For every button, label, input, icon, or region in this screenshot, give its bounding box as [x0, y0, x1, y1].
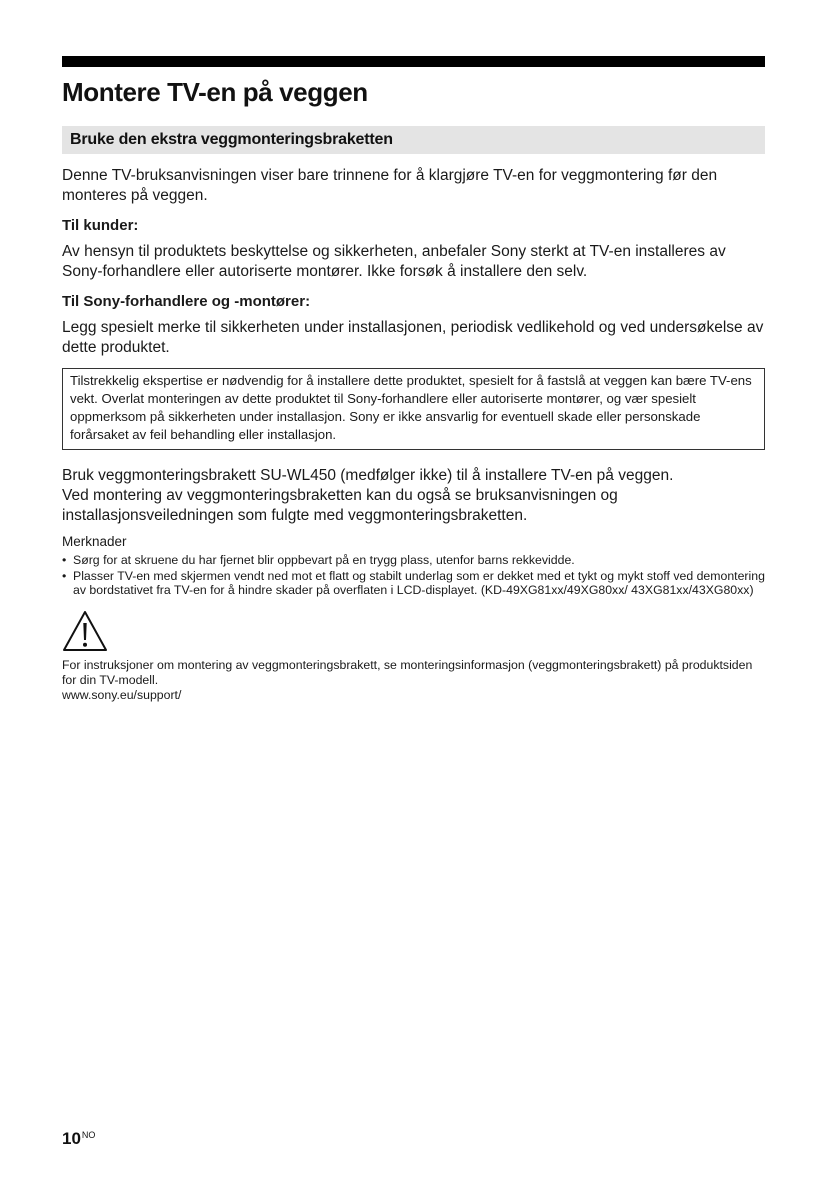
intro-paragraph: Denne TV-bruksanvisningen viser bare trinnene for å klargjøre TV-en for veggmontering før den monteres på veggen. [62, 167, 718, 204]
page-number [62, 1129, 95, 1149]
mounting-section [62, 466, 765, 526]
customers-heading: Til kunder: [62, 217, 139, 234]
dealers-heading: Til Sony-forhandlere og -montører: [62, 293, 311, 310]
note-text: Sørg for at skruene du har fjernet blir oppbevart på en trygg plass, utenfor barns rekkevidde. [73, 553, 575, 567]
section-heading: Bruke den ekstra veggmonteringsbraketten [62, 126, 765, 154]
bullet: • [62, 568, 67, 583]
notes-list [62, 553, 765, 598]
note-item [62, 553, 765, 568]
warning-triangle-icon [62, 610, 108, 652]
dealers-paragraph: Legg spesielt merke til sikkerheten under installasjonen, periodisk vedlikehold og ved undersøkelse av dette produktet. [62, 319, 764, 356]
page-number-suffix: NO [81, 1130, 96, 1140]
note-item [62, 569, 765, 598]
support-link[interactable]: www.sony.eu/support/ [62, 687, 182, 702]
safety-notice-box: Tilstrekkelig ekspertise er nødvendig for å installere dette produktet, spesielt for å fastslå at veggen kan bære TV-ens vekt. Overlat monteringen av dette produktet til Sony-forhandlere eller autoriserte montører, og vær spesielt oppmerksom på sikkerheten under installasjon. Sony er ikke ansvarlig for eventuell skade eller personskade forårsaket av feil behandling eller installasjon. [62, 368, 765, 450]
page-number-value: 10 [62, 1129, 81, 1148]
document-page [62, 56, 765, 703]
bullet: • [62, 553, 67, 567]
note-text: Plasser TV-en med skjermen vendt ned mot et flatt og stabilt underlag som er dekket med et tykt og mykt stoff ved demontering av bordstativet fra TV-en for å hindre skader på overflaten i LCD-displayet. (KD-49XG81xx/49XG80xx/ 43XG81xx/43XG80xx) [73, 568, 765, 597]
notes-heading: Merknader [62, 534, 127, 549]
mounting-line-2: Ved montering av veggmonteringsbraketten kan du også se bruksanvisningen og installasjonsveiledningen som fulgte med veggmonteringsbraketten. [62, 487, 618, 524]
mounting-line-1: Bruk veggmonteringsbrakett SU-WL450 (medfølger ikke) til å installere TV-en på veggen. [62, 467, 674, 484]
top-rule [62, 56, 765, 67]
page-title: Montere TV-en på veggen [62, 77, 368, 107]
customers-paragraph: Av hensyn til produktets beskyttelse og sikkerheten, anbefaler Sony sterkt at TV-en installeres av Sony-forhandlere eller autoriserte montører. Ikke forsøk å installere den selv. [62, 243, 726, 280]
footer-instructions: For instruksjoner om montering av veggmonteringsbrakett, se monteringsinformasjon (veggmonteringsbrakett) på produktsiden for din TV-modell. [62, 657, 753, 687]
